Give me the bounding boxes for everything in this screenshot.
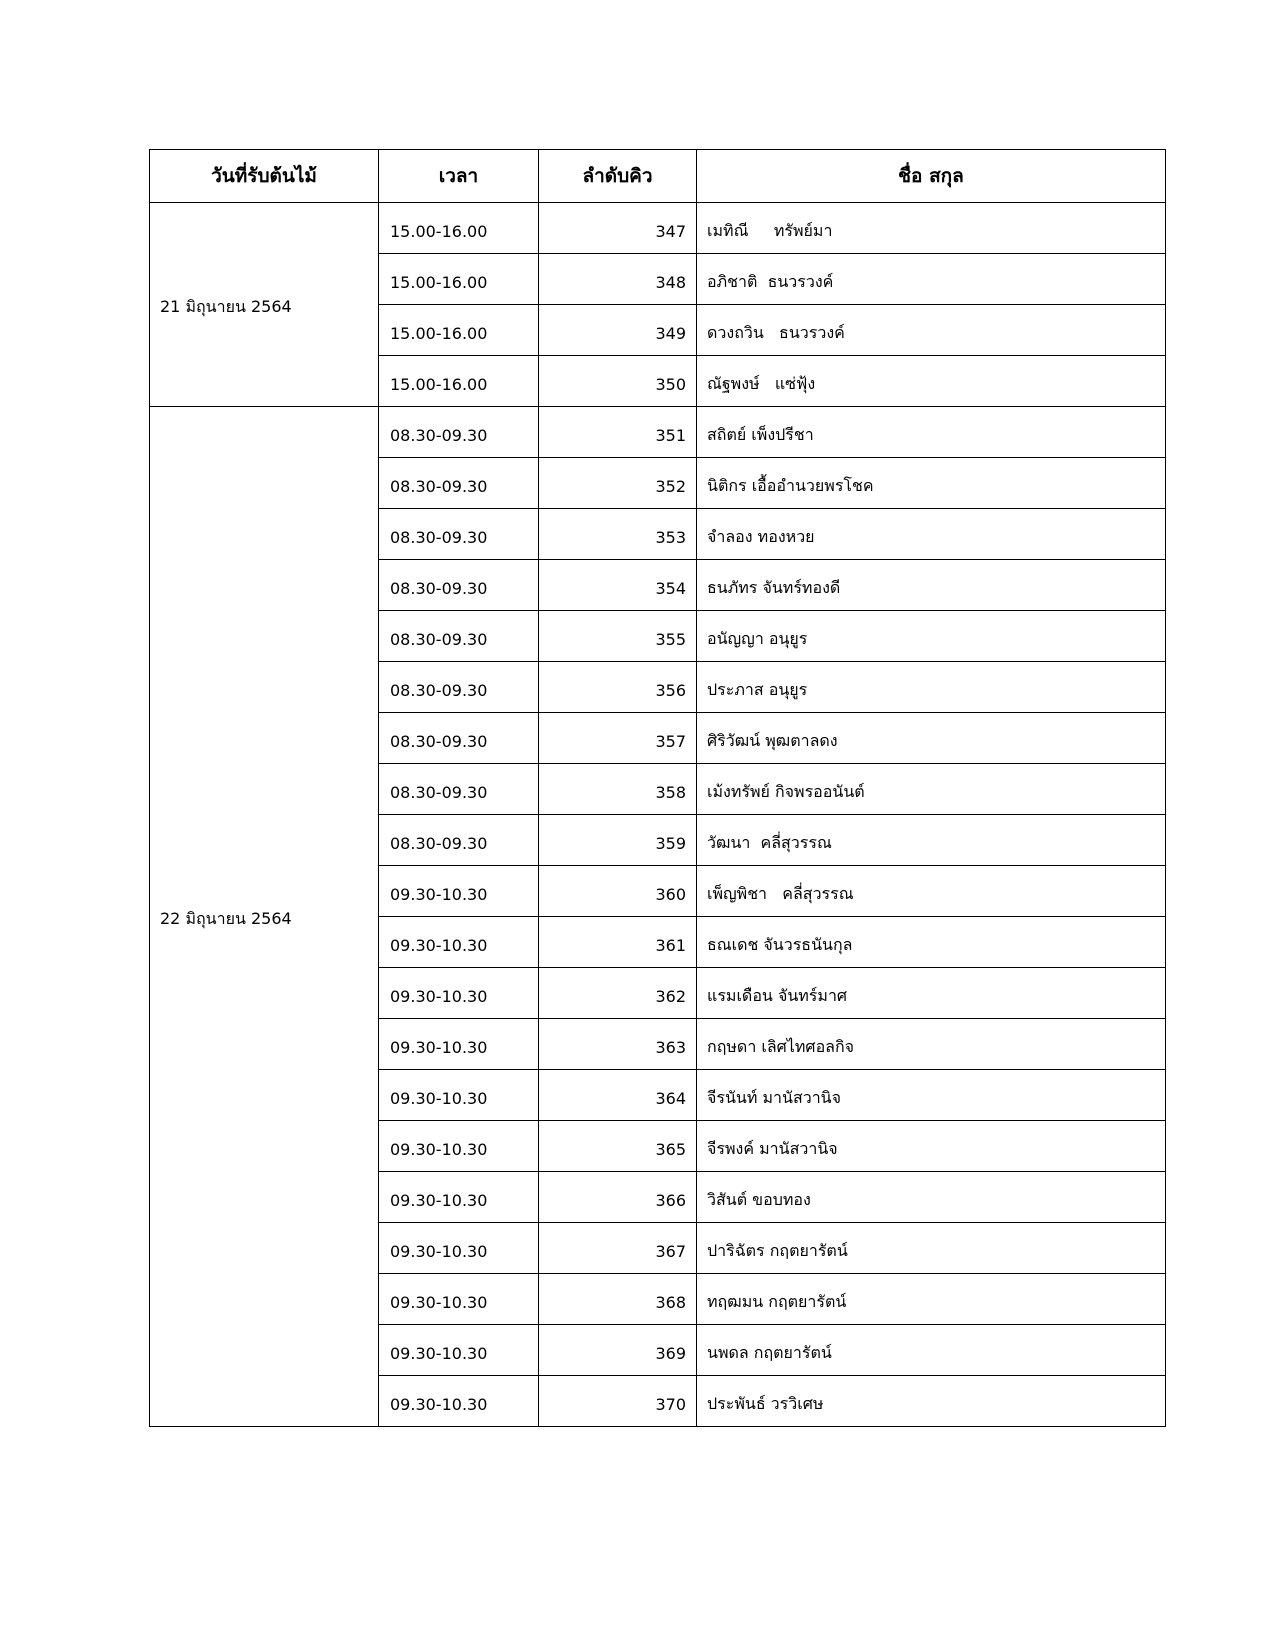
name-cell: แรมเดือน จันทร์มาศ xyxy=(697,968,1166,1019)
name-cell: ศิริวัฒน์ พุฒตาลดง xyxy=(697,713,1166,764)
queue-cell: 355 xyxy=(539,611,697,662)
name-cell: ประภาส อนุยูร xyxy=(697,662,1166,713)
queue-cell: 349 xyxy=(539,305,697,356)
queue-cell: 367 xyxy=(539,1223,697,1274)
time-cell: 09.30-10.30 xyxy=(379,1376,539,1427)
schedule-table xyxy=(149,149,1166,1427)
queue-cell: 357 xyxy=(539,713,697,764)
name-cell: จีรนันท์ มานัสวานิจ xyxy=(697,1070,1166,1121)
name-cell: ปาริฉัตร กฤตยารัตน์ xyxy=(697,1223,1166,1274)
name-cell: นพดล กฤตยารัตน์ xyxy=(697,1325,1166,1376)
time-cell: 15.00-16.00 xyxy=(379,356,539,407)
time-cell: 09.30-10.30 xyxy=(379,1223,539,1274)
time-cell: 15.00-16.00 xyxy=(379,254,539,305)
name-cell: จำลอง ทองหวย xyxy=(697,509,1166,560)
name-cell: เพ็ญพิชา คลี่สุวรรณ xyxy=(697,866,1166,917)
name-cell: ธณเดช จันวรธนันกุล xyxy=(697,917,1166,968)
time-cell: 08.30-09.30 xyxy=(379,662,539,713)
time-cell: 08.30-09.30 xyxy=(379,458,539,509)
queue-cell: 352 xyxy=(539,458,697,509)
time-cell: 09.30-10.30 xyxy=(379,866,539,917)
name-cell: ประพันธ์ วรวิเศษ xyxy=(697,1376,1166,1427)
time-cell: 09.30-10.30 xyxy=(379,1172,539,1223)
name-cell: ทฤฒมน กฤตยารัตน์ xyxy=(697,1274,1166,1325)
time-cell: 09.30-10.30 xyxy=(379,1274,539,1325)
name-cell: จีรพงค์ มานัสวานิจ xyxy=(697,1121,1166,1172)
name-cell: ณัฐพงษ์ แซ่ฟุ้ง xyxy=(697,356,1166,407)
queue-cell: 359 xyxy=(539,815,697,866)
queue-cell: 348 xyxy=(539,254,697,305)
queue-cell: 350 xyxy=(539,356,697,407)
header-queue: ลำดับคิว xyxy=(539,150,697,203)
time-cell: 08.30-09.30 xyxy=(379,407,539,458)
header-row xyxy=(150,150,1166,203)
time-cell: 09.30-10.30 xyxy=(379,1121,539,1172)
time-cell: 08.30-09.30 xyxy=(379,815,539,866)
time-cell: 15.00-16.00 xyxy=(379,305,539,356)
date-cell: 22 มิถุนายน 2564 xyxy=(150,407,379,1427)
queue-cell: 365 xyxy=(539,1121,697,1172)
name-cell: เมทิณี ทรัพย์มา xyxy=(697,203,1166,254)
date-cell: 21 มิถุนายน 2564 xyxy=(150,203,379,407)
header-time: เวลา xyxy=(379,150,539,203)
time-cell: 09.30-10.30 xyxy=(379,917,539,968)
queue-cell: 360 xyxy=(539,866,697,917)
queue-cell: 366 xyxy=(539,1172,697,1223)
name-cell: นิติกร เอื้ออำนวยพรโชค xyxy=(697,458,1166,509)
queue-cell: 363 xyxy=(539,1019,697,1070)
queue-cell: 358 xyxy=(539,764,697,815)
queue-cell: 370 xyxy=(539,1376,697,1427)
name-cell: ดวงถวิน ธนวรวงค์ xyxy=(697,305,1166,356)
time-cell: 08.30-09.30 xyxy=(379,509,539,560)
queue-cell: 351 xyxy=(539,407,697,458)
time-cell: 08.30-09.30 xyxy=(379,611,539,662)
table-row xyxy=(150,203,1166,254)
queue-cell: 356 xyxy=(539,662,697,713)
header-date: วันที่รับต้นไม้ xyxy=(150,150,379,203)
time-cell: 09.30-10.30 xyxy=(379,1070,539,1121)
name-cell: สถิตย์ เพ็งปรีชา xyxy=(697,407,1166,458)
queue-cell: 361 xyxy=(539,917,697,968)
name-cell: วิสันต์ ขอบทอง xyxy=(697,1172,1166,1223)
table-row xyxy=(150,407,1166,458)
time-cell: 09.30-10.30 xyxy=(379,1325,539,1376)
name-cell: อภิชาติ ธนวรวงค์ xyxy=(697,254,1166,305)
time-cell: 09.30-10.30 xyxy=(379,968,539,1019)
table-body xyxy=(150,203,1166,1427)
queue-cell: 362 xyxy=(539,968,697,1019)
name-cell: กฤษดา เลิศไทศอลกิจ xyxy=(697,1019,1166,1070)
name-cell: เม้งทรัพย์ กิจพรออนันต์ xyxy=(697,764,1166,815)
queue-cell: 347 xyxy=(539,203,697,254)
name-cell: วัฒนา คลี่สุวรรณ xyxy=(697,815,1166,866)
time-cell: 15.00-16.00 xyxy=(379,203,539,254)
time-cell: 08.30-09.30 xyxy=(379,560,539,611)
name-cell: อนัญญา อนุยูร xyxy=(697,611,1166,662)
queue-cell: 353 xyxy=(539,509,697,560)
queue-cell: 368 xyxy=(539,1274,697,1325)
queue-cell: 364 xyxy=(539,1070,697,1121)
queue-cell: 369 xyxy=(539,1325,697,1376)
name-cell: ธนภัทร จันทร์ทองดี xyxy=(697,560,1166,611)
queue-cell: 354 xyxy=(539,560,697,611)
time-cell: 08.30-09.30 xyxy=(379,713,539,764)
time-cell: 09.30-10.30 xyxy=(379,1019,539,1070)
time-cell: 08.30-09.30 xyxy=(379,764,539,815)
header-name: ชื่อ สกุล xyxy=(697,150,1166,203)
